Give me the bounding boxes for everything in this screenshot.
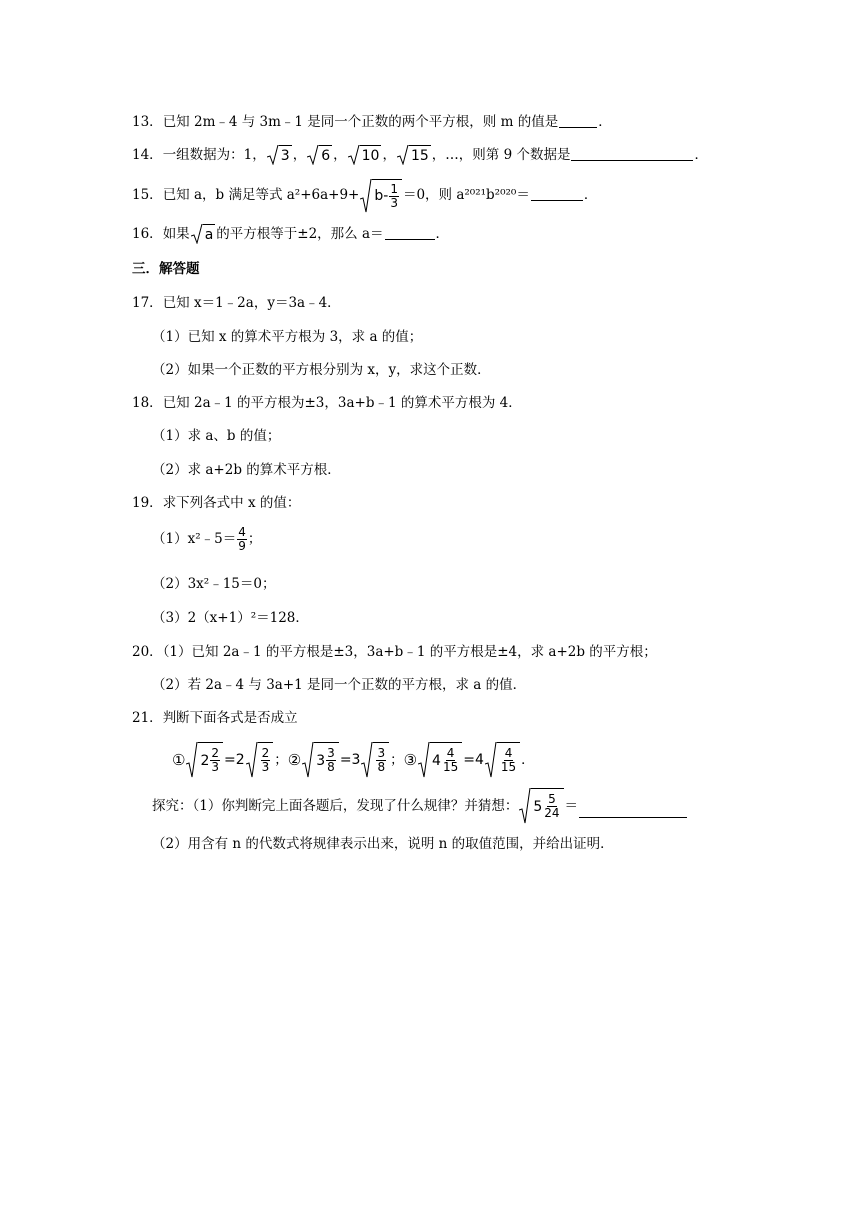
equation-row: ① 2 $\frac{2}{3}$ =2 $\frac{2}{3}$ ； ② 3 $\frac{3}{8}$ =3 $\frac{3}{8}$ ； ③ 4 $\frac{4}{15}$ =4 $\frac{4}{15}$ ．: [172, 740, 535, 780]
question-20: [132, 642, 657, 662]
circled-1: ①: [172, 751, 186, 769]
question-13: 13．已知 2m﹣4 与 3m﹣1 是同一个正数的两个平方根，则 m 的值是 ．: [132, 114, 612, 130]
question-text: 求下列各式中 x 的值：: [162, 495, 301, 511]
question-18-part-2: （2）求 a+2b 的算术平方根．: [152, 462, 341, 478]
question-15: 15．已知 a，b 满足等式 a²+6a+9+ b - $\frac{1}{3}$ ＝0，则 a²⁰²¹b²⁰²⁰＝ ．: [132, 178, 597, 213]
question-text: 如果: [162, 226, 190, 242]
question-number: 20．: [132, 644, 163, 660]
question-number: 13．: [132, 114, 163, 130]
question-19: [132, 493, 300, 513]
sqrt-expression: 3 $\frac{3}{8}$: [302, 742, 339, 778]
question-text: 已知 2a﹣1 的平方根为±3，3a+b﹣1 的算术平方根为 4．: [162, 395, 522, 411]
question-20-part-2: （2）若 2a﹣4 与 3a+1 是同一个正数的平方根，求 a 的值．: [152, 677, 527, 693]
sqrt-expression: 4 $\frac{4}{15}$: [418, 742, 462, 778]
sqrt-expression: 6: [307, 145, 332, 166]
answer-blank[interactable]: [579, 803, 687, 818]
answer-blank[interactable]: [385, 225, 435, 240]
explore-line: 探究：（1）你判断完上面各题后，发现了什么规律？并猜想： 5 $\frac{5}{24}$ ＝: [152, 786, 688, 826]
sqrt-expression: 3: [267, 145, 292, 166]
question-19-part-1: （1）x²﹣5＝ $\frac{4}{9}$ ；: [152, 525, 262, 553]
question-text: 已知 x＝1﹣2a，y＝3a﹣4．: [162, 295, 341, 311]
sqrt-expression: 5 $\frac{5}{24}$: [519, 788, 563, 824]
sqrt-expression: 2 $\frac{2}{3}$: [186, 742, 223, 778]
question-17: [132, 293, 341, 313]
question-16: 16．如果 a 的平方根等于±2，那么 a＝ ．: [132, 226, 450, 243]
question-17-part-1: （1）已知 x 的算术平方根为 3，求 a 的值；: [152, 329, 423, 345]
question-18-part-1: （1）求 a、b 的值；: [152, 428, 281, 444]
section-heading: 三．解答题: [132, 261, 200, 277]
question-text: 一组数据为：1，: [162, 147, 266, 163]
question-19-part-2: （2）3x²﹣15＝0；: [152, 576, 276, 592]
question-17-part-2: （2）如果一个正数的平方根分别为 x，y，求这个正数．: [152, 362, 491, 378]
question-number: 18．: [132, 395, 163, 411]
question-20-part-1: （1）已知 2a﹣1 的平方根是±3，3a+b﹣1 的平方根是±4，求 a+2b 的平方根；: [162, 644, 657, 660]
question-number: 17．: [132, 295, 163, 311]
sqrt-expression: 15: [397, 145, 431, 166]
question-21: [132, 708, 298, 728]
question-number: 15．: [132, 187, 163, 203]
question-number: 19．: [132, 495, 163, 511]
question-number: 16．: [132, 226, 163, 242]
circled-2: ②: [287, 751, 302, 769]
answer-blank[interactable]: [531, 186, 583, 201]
sqrt-expression: $\frac{2}{3}$: [246, 742, 274, 778]
sqrt-expression: 10: [348, 145, 382, 166]
question-18: [132, 393, 522, 413]
question-number: 21．: [132, 710, 163, 726]
question-text: 已知 2m﹣4 与 3m﹣1 是同一个正数的两个平方根，则 m 的值是: [162, 114, 559, 130]
question-text: 判断下面各式是否成立: [162, 710, 298, 726]
question-number: 14．: [132, 147, 163, 163]
answer-blank[interactable]: [559, 113, 597, 128]
answer-blank[interactable]: [571, 146, 693, 161]
question-text: 已知 a，b 满足等式 a²+6a+9+: [162, 187, 360, 203]
circled-3: ③: [403, 751, 418, 769]
sqrt-expression: b - $\frac{1}{3}$: [360, 179, 402, 213]
question-14: 14．一组数据为：1， 3 ， 6 ， 10 ， 15 ，…，则第 9 个数据是 ．: [132, 147, 708, 164]
sqrt-expression: a: [191, 224, 216, 245]
question-21-part-2: （2）用含有 n 的代数式将规律表示出来，说明 n 的取值范围，并给出证明．: [152, 836, 614, 852]
question-19-part-3: （3）2（x+1）²＝128．: [152, 610, 309, 626]
sqrt-expression: $\frac{3}{8}$: [361, 742, 389, 778]
sqrt-expression: $\frac{4}{15}$: [485, 742, 520, 778]
